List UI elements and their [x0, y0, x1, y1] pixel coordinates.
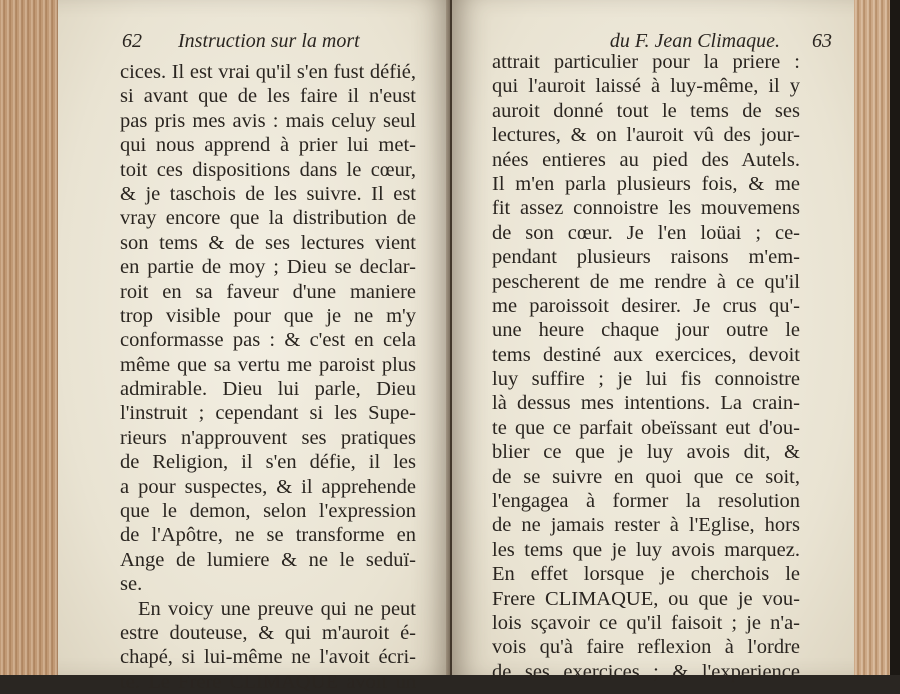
text-line: a pour suspectes, & il apprehende	[120, 475, 416, 498]
text-line: pas pris mes avis : mais celuy seul	[120, 109, 416, 132]
text-line: pescherent de me rendre à ce qu'il	[492, 270, 800, 293]
text-line: lois sçavoir ce qu'il faisoit ; je n'a-	[492, 611, 800, 634]
text-line: vray encore que la distribution de	[120, 207, 416, 230]
text-line: rieurs n'approuvent ses pratiques	[120, 426, 416, 449]
text-line: en partie de moy ; Dieu se declar-	[120, 256, 416, 279]
text-line: même que sa vertu me paroist plus	[120, 353, 416, 376]
text-line: de Religion, il s'en défie, il les	[120, 451, 416, 474]
text-line: En voicy une preuve qui ne peut	[138, 597, 416, 620]
text-line: tems destiné aux exercices, devoit	[492, 343, 800, 366]
text-line: & je taschois de les suivre. Il est	[120, 182, 416, 205]
text-line: me paroissoit desirer. Je crus qu'-	[492, 294, 800, 317]
text-line: qui l'auroit laissé à luy-même, il y	[492, 75, 800, 98]
text-line: roit en sa faveur d'une maniere	[120, 280, 416, 303]
text-line: toit ces dispositions dans le cœur,	[120, 158, 416, 181]
text-line: attrait particulier pour la priere :	[492, 51, 800, 73]
text-line: luy suffire ; je lui fis connoistre	[492, 368, 800, 391]
text-line: te que ce parfait obeïssant eut d'ou-	[492, 416, 800, 439]
text-line: admirable. Dieu lui parle, Dieu	[120, 378, 416, 401]
text-line: de son cœur. Je l'en loüai ; ce-	[492, 221, 800, 244]
text-line: se.	[120, 573, 143, 596]
text-line: de l'Apôtre, ne se transforme en	[120, 524, 416, 547]
right-page-number: 63	[812, 30, 832, 52]
text-line: nées entieres au pied des Autels.	[492, 148, 800, 171]
text-line: que le demon, selon l'expression	[120, 500, 416, 523]
text-line: conformasse pas : & c'est en cela	[120, 329, 416, 352]
text-line: estre douteuse, & qui m'auroit é-	[120, 621, 416, 644]
text-line: son tems & de ses lectures vient	[120, 231, 416, 254]
text-line: de se suivre en quoi que ce soit,	[492, 465, 800, 488]
left-page-number: 62	[122, 30, 142, 52]
left-running-head: Instruction sur la mort	[178, 30, 360, 52]
text-line: l'engagea à former la resolution	[492, 490, 800, 513]
text-line: En effet lorsque je cherchois le	[492, 563, 800, 586]
book-edge-left	[0, 0, 62, 675]
right-page	[452, 0, 854, 683]
text-line: Il m'en parla plusieurs fois, & me	[492, 172, 800, 195]
left-page-header	[122, 30, 426, 58]
text-line: Ange de lumiere & ne le seduï-	[120, 548, 416, 571]
text-line: auroit donné tout le tems de ses	[492, 99, 800, 122]
text-line: cices. Il est vrai qu'il s'en fust défié,	[120, 61, 416, 83]
right-running-head: du F. Jean Climaque.	[609, 30, 780, 52]
text-line: vois qu'à faire reflexion à l'ordre	[492, 636, 800, 659]
right-page-text	[492, 50, 800, 684]
text-line: pendant plusieurs raisons m'em-	[492, 246, 800, 269]
left-page	[58, 0, 450, 693]
text-line: chapé, si lui-même ne l'avoit écri-	[120, 646, 416, 669]
left-page-text	[120, 60, 416, 694]
text-line: Frere CLIMAQUE, ou que je vou-	[492, 587, 800, 610]
text-line: qui nous apprend à prier lui met-	[120, 134, 416, 157]
text-line: là dessus mes intentions. La crain-	[492, 392, 800, 415]
text-line: fit assez connoistre les mouvemens	[492, 197, 800, 220]
text-line: lectures, & on l'auroit vû des jour-	[492, 124, 800, 147]
text-line: de ses exercices ; & l'experience	[492, 660, 800, 683]
book-cover-shadow	[890, 0, 900, 675]
text-line: si avant que de les faire il n'eust	[120, 85, 416, 108]
text-line: te. Le Frere CLIMAQUE avoit un	[120, 670, 416, 693]
text-line: de ne jamais rester à l'Eglise, hors	[492, 514, 800, 537]
text-line: les tems que je luy avois marquez.	[492, 538, 800, 561]
text-line: l'instruit ; cependant si les Supe-	[120, 402, 416, 425]
text-line: une heure chaque jour outre le	[492, 319, 800, 342]
text-line: trop visible pour que je ne m'y	[120, 304, 416, 327]
text-line: blier ce que je luy avois dit, &	[492, 441, 800, 464]
